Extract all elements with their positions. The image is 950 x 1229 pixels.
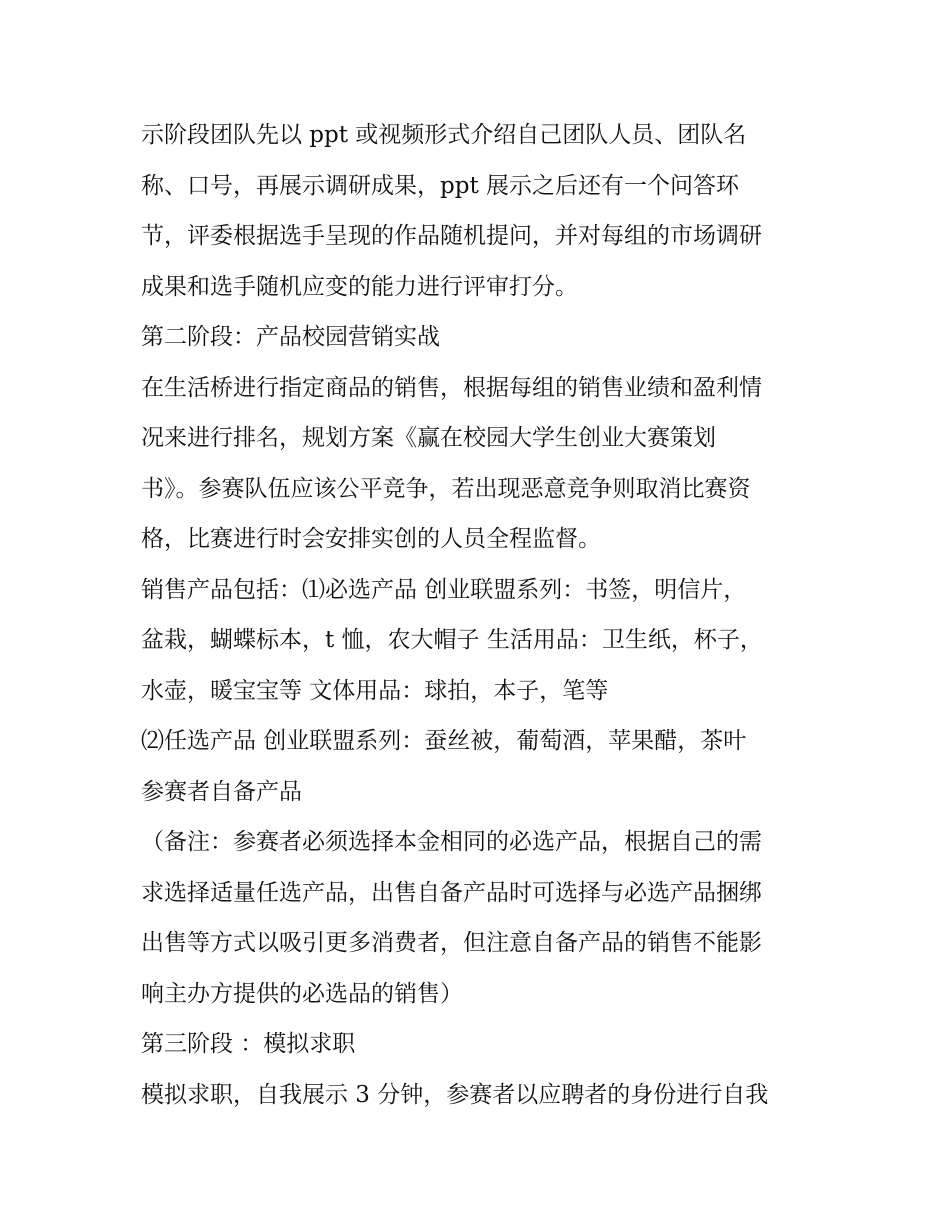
text-line-2: 称、口号，再展示调研成果，ppt 展示之后还有一个问答环: [141, 172, 739, 199]
section-heading-stage-two: 第二阶段：产品校园营销实战: [141, 324, 440, 350]
text-line-16: 求选择适量任选产品，出售自备产品时可选择与必选产品捆绑: [141, 879, 762, 906]
text-line-17: 出售等方式以吸引更多消费者，但注意自备产品的销售不能影: [141, 930, 762, 956]
document-body: [141, 110, 831, 1120]
text-line-20: 模拟求职，自我展示 3 分钟，参赛者以应聘者的身份进行自我: [141, 1081, 769, 1108]
text-line-9: 格，比赛进行时会安排实创的人员全程监督。: [141, 526, 601, 552]
text-line-11: 盆栽，蝴蝶标本，t 恤，农大帽子 生活用品：卫生纸，杯子，: [141, 627, 763, 653]
text-line-12: 水壶，暖宝宝等 文体用品：球拍，本子，笔等: [141, 677, 609, 704]
text-line-4: 成果和选手随机应变的能力进行评审打分。: [141, 273, 578, 300]
text-line-10: 销售产品包括：⑴必选产品 创业联盟系列：书签，明信片，: [141, 576, 747, 603]
text-line-14: 参赛者自备产品: [141, 778, 302, 805]
text-line-8: 书》。参赛队伍应该公平竞争，若出现恶意竞争则取消比赛资: [141, 475, 751, 502]
text-line-1: 示阶段团队先以 ppt 或视频形式介绍自己团队人员、团队名: [141, 122, 747, 148]
text-line-18: 响主办方提供的必选品的销售）: [141, 980, 463, 1007]
text-line-6: 在生活桥进行指定商品的销售，根据每组的销售业绩和盈利情: [141, 374, 762, 401]
text-line-15: （备注：参赛者必须选择本金相同的必选产品，根据自己的需: [141, 829, 762, 855]
section-heading-stage-three: 第三阶段 ：模拟求职: [141, 1031, 356, 1057]
text-line-7: 况来进行排名，规划方案《赢在校园大学生创业大赛策划: [141, 425, 716, 451]
text-line-3: 节，评委根据选手呈现的作品随机提问，并对每组的市场调研: [141, 223, 762, 249]
text-line-13: ⑵任选产品 创业联盟系列：蚕丝被，葡萄酒，苹果醋，茶叶: [141, 728, 747, 754]
